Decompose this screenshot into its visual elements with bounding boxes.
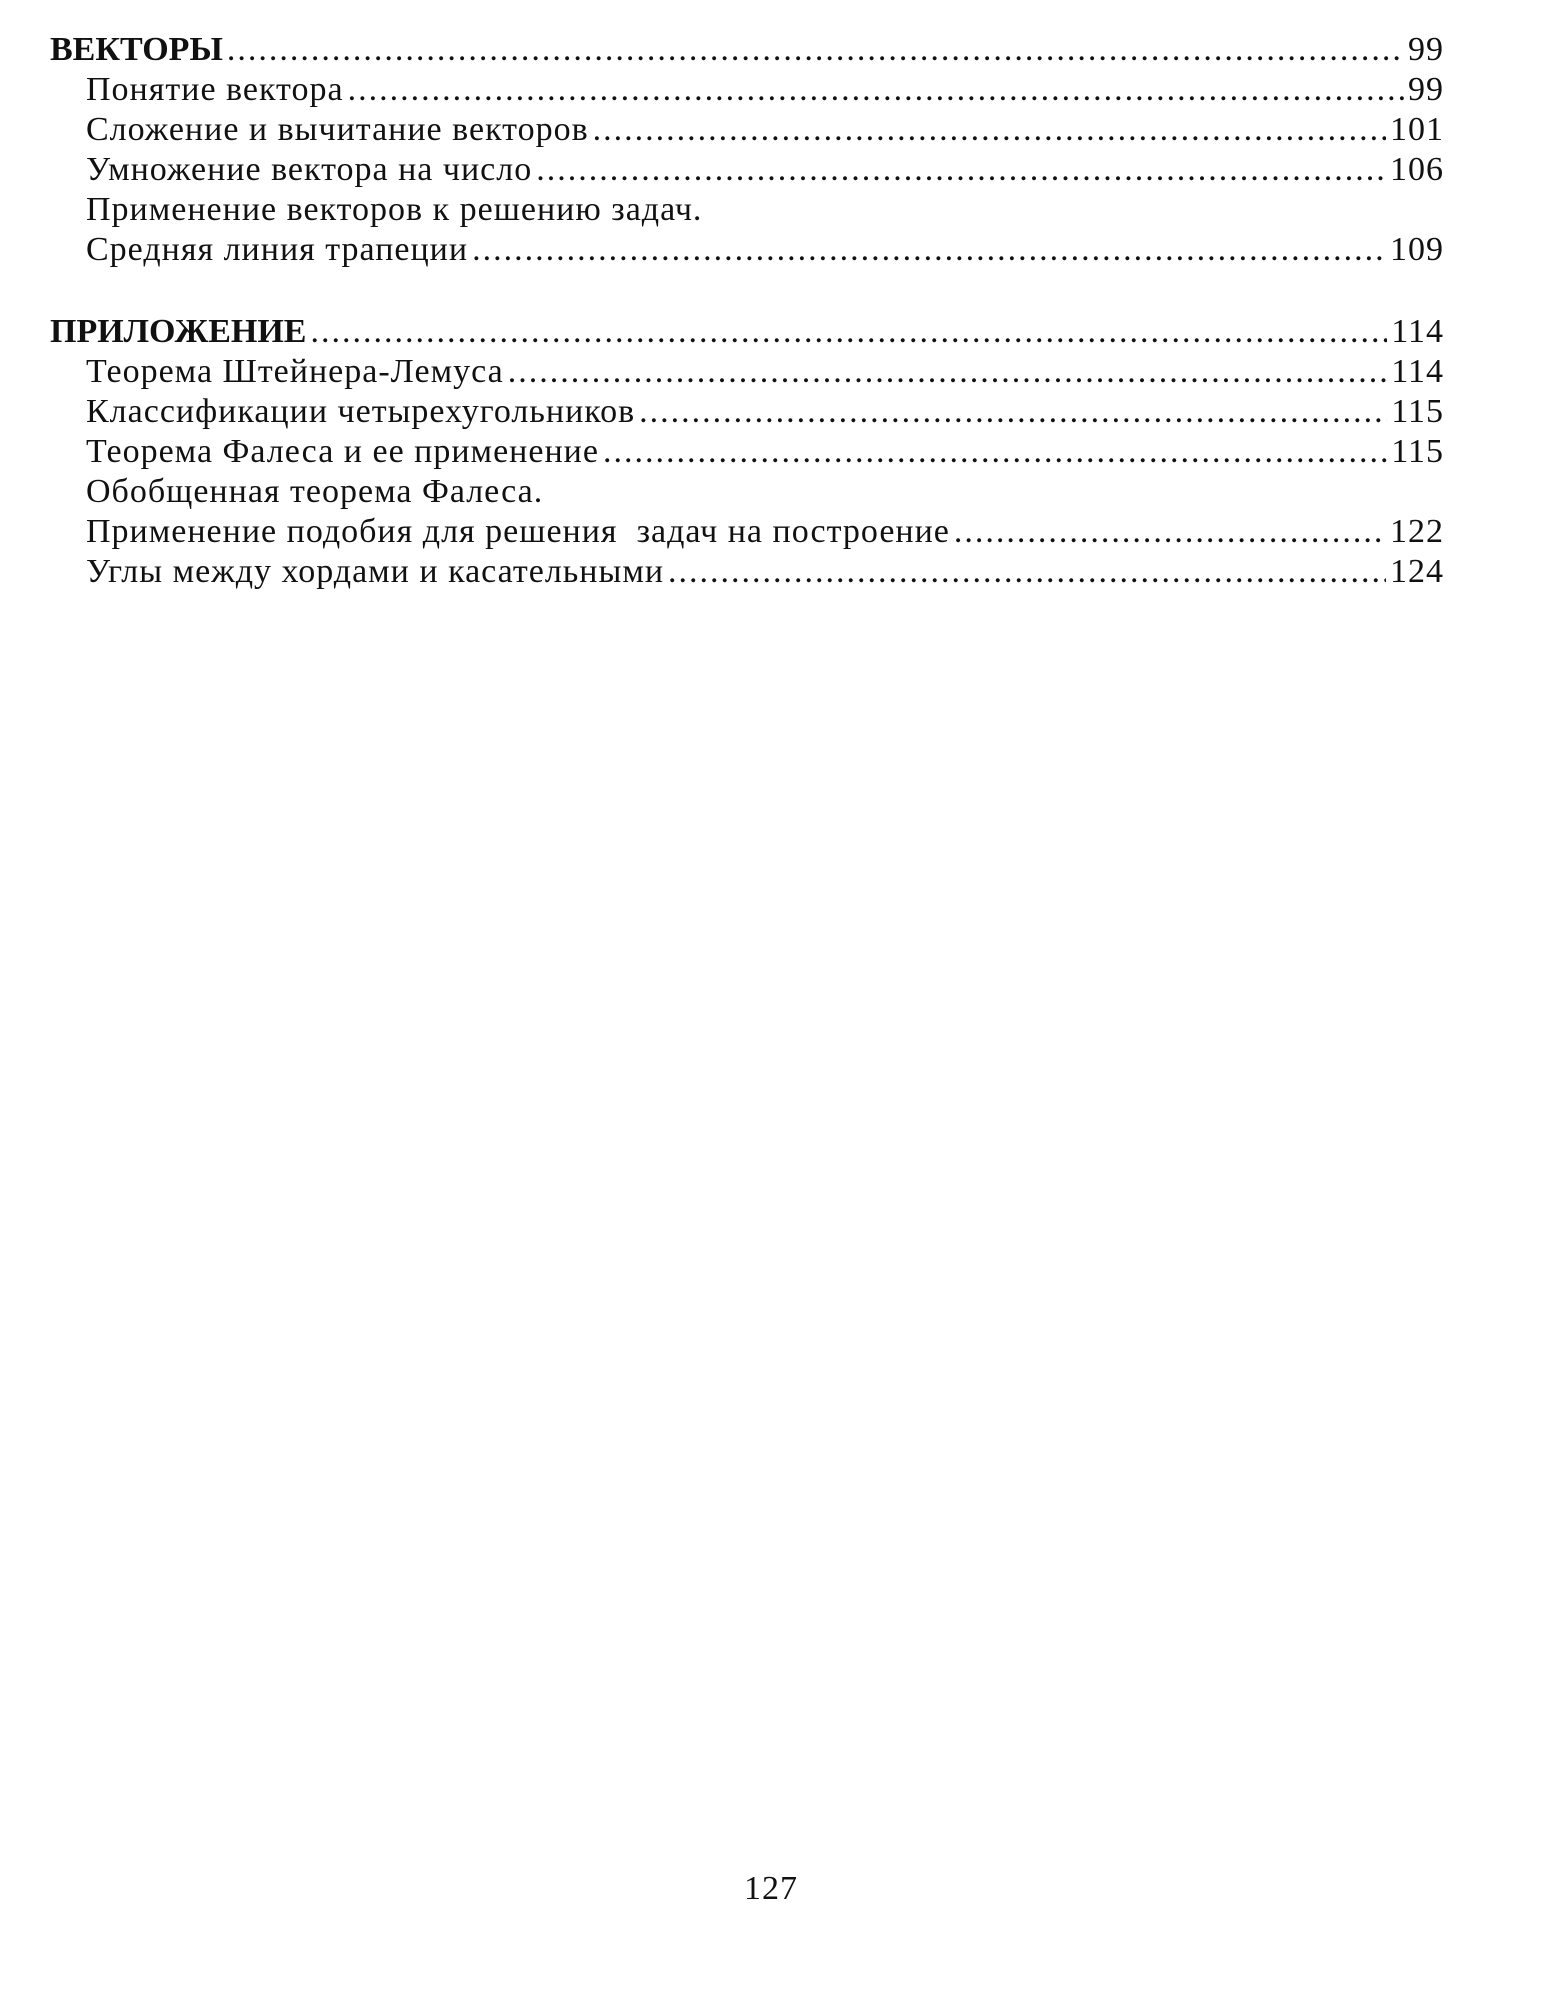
page-number: 127 (744, 1870, 798, 1907)
toc-entry-title: Сложение и вычитание векторов (86, 111, 589, 148)
toc-entry-page: 122 (1390, 513, 1444, 550)
toc-section-vectors (50, 30, 1444, 270)
toc-entry-page: 101 (1390, 111, 1444, 148)
toc-entry-page: 114 (1391, 353, 1444, 390)
dot-leader (472, 230, 1386, 270)
toc-heading-page: 114 (1391, 313, 1444, 350)
dot-leader (508, 352, 1388, 392)
toc-entry-page: 99 (1408, 71, 1444, 108)
toc-heading[interactable] (50, 30, 1444, 70)
dot-leader (227, 30, 1404, 70)
toc-entry[interactable] (50, 230, 1444, 270)
toc-entry-page: 106 (1390, 151, 1444, 188)
toc-entry-title: Теорема Фалеса и ее применение (86, 433, 599, 470)
toc-entry-continued[interactable] (50, 190, 1444, 230)
toc-entry-title: Применение векторов к решению задач. (86, 191, 703, 228)
toc-entry-title: Понятие вектора (86, 71, 344, 108)
toc-entry[interactable] (50, 392, 1444, 432)
toc-entry-page: 109 (1390, 231, 1444, 268)
toc-entry-page: 115 (1391, 433, 1444, 470)
toc-entry-page: 124 (1390, 553, 1444, 590)
toc-heading[interactable] (50, 312, 1444, 352)
dot-leader (348, 70, 1404, 110)
toc-entry-title: Углы между хордами и касательными (86, 553, 665, 590)
toc-entry-title: Умножение вектора на число (86, 151, 533, 188)
dot-leader (639, 392, 1387, 432)
toc-entry-continued[interactable] (50, 472, 1444, 512)
toc-entry-title: Применение подобия для решения задач на построение (86, 513, 950, 550)
dot-leader (603, 432, 1387, 472)
toc-section-appendix (50, 312, 1444, 592)
toc-entry[interactable] (50, 552, 1444, 592)
dot-leader (954, 512, 1386, 552)
dot-leader (668, 552, 1386, 592)
dot-leader (593, 110, 1386, 150)
dot-leader (310, 312, 1387, 352)
toc-heading-page: 99 (1408, 31, 1444, 68)
table-of-contents (50, 30, 1444, 634)
toc-entry-title: Классификации четырехугольников (86, 393, 636, 430)
toc-entry-title: Обобщенная теорема Фалеса. (86, 473, 544, 510)
toc-entry-title: Средняя линия трапеции (86, 231, 469, 268)
toc-entry[interactable] (50, 110, 1444, 150)
dot-leader (536, 150, 1386, 190)
toc-entry-title: Теорема Штейнера-Лемуса (86, 353, 504, 390)
toc-entry[interactable] (50, 352, 1444, 392)
toc-heading-title: ПРИЛОЖЕНИЕ (50, 313, 307, 350)
toc-entry[interactable] (50, 512, 1444, 552)
toc-entry-page: 115 (1391, 393, 1444, 430)
toc-entry[interactable] (50, 70, 1444, 110)
toc-entry[interactable] (50, 150, 1444, 190)
toc-heading-title: ВЕКТОРЫ (50, 31, 223, 68)
toc-entry[interactable] (50, 432, 1444, 472)
